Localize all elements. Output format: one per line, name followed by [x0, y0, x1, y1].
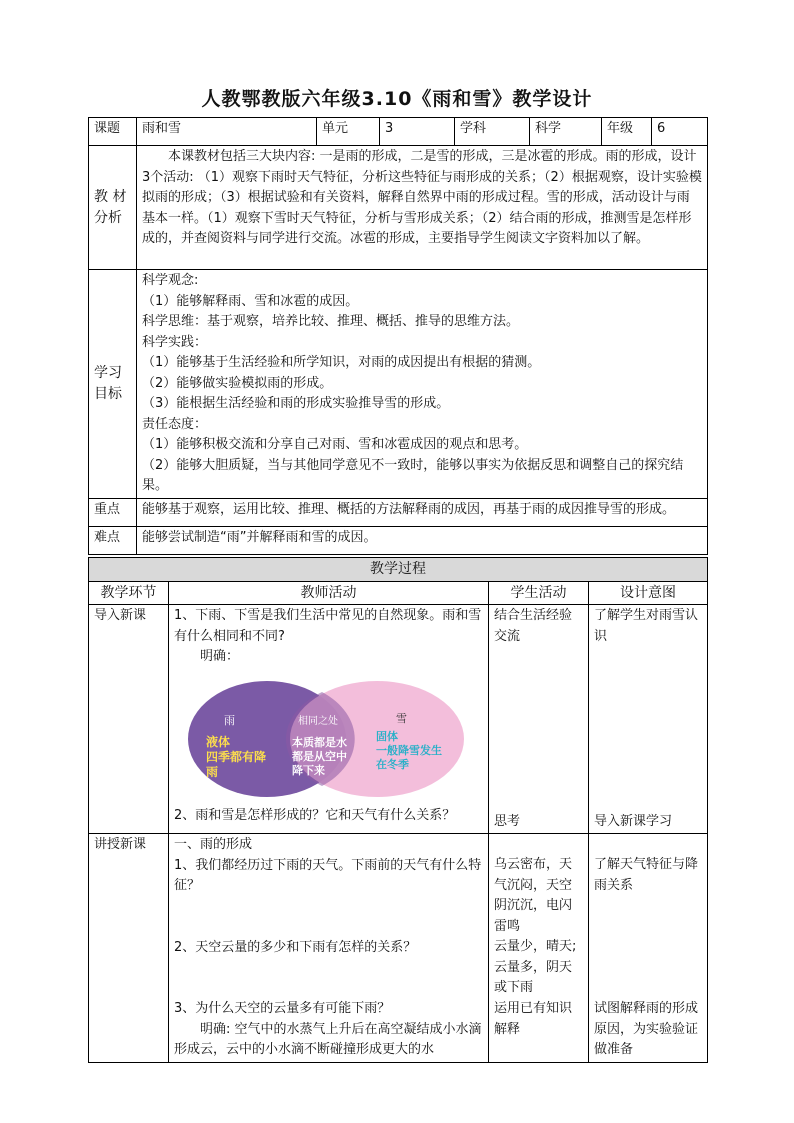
goal-line: （3）能根据生活经验和雨的形成实验推导雪的形成。: [142, 396, 450, 411]
student-activity-intro: 结合生活经验交流 思考: [489, 605, 589, 834]
course-value: 雨和雪: [137, 118, 317, 146]
goal-line: 科学思维：基于观察，培养比较、推理、概括、推导的思维方法。: [142, 314, 520, 329]
analysis-text: 本课教材包括三大块内容: 一是雨的形成，二是雪的形成，三是冰雹的形成。雨的形成，设计3个活动: （1）观察下雨时天气特征，分析这些特征与雨形成的关系；（2）根据观察，设计实验模拟雨的形成；（3）根据试验和有关资料，解释自然界中雨的形成过程。雪的形成，活动设计与雨基本一样。（1）观察下雪时天气特征，分析与雪形成关系；（2）结合雨的形成，推测雪是怎样形成的，并查阅资料与同学进行交流。冰雹的形成，主要指导学生阅读文字资料加以了解。: [137, 146, 708, 270]
venn-left-line2: 四季都有降: [206, 749, 267, 764]
lesson-info-table: [88, 117, 708, 555]
key-point-label: 重点: [89, 498, 137, 526]
venn-mid-line3: 降下来: [292, 763, 325, 777]
grade-value: 6: [652, 118, 708, 146]
venn-mid-title: 相同之处: [298, 715, 338, 727]
process-title: 教学过程: [89, 558, 708, 582]
teacher-activity-teach: 一、雨的形成 1、我们都经历过下雨的天气。下雨前的天气有什么特征？ 2、天空云量的多少和下雨有怎样的关系？ 3、为什么天空的云量多有可能下雨？ 明确: 空气中的水蒸气上升后在高空凝结成小水滴形成云，云中的小水滴不断碰撞形成更大的水: [169, 834, 489, 1063]
goal-line: （2）能够做实验模拟雨的形成。: [142, 375, 333, 391]
course-label: 课题: [89, 118, 137, 146]
col-header-stage: 教学环节: [89, 581, 169, 605]
venn-mid-line1: 本质都是水: [292, 735, 347, 749]
subject-label: 学科: [455, 118, 530, 146]
venn-right-line1: 固体: [376, 729, 398, 743]
goals-text: [137, 270, 708, 499]
rain-snow-venn-diagram: [186, 678, 476, 800]
goal-line: 科学实践：: [142, 334, 208, 350]
document-title: 人教鄂教版六年级3.10《雨和雪》教学设计: [201, 88, 593, 110]
student-activity-teach: 乌云密布，天气沉闷，天空阴沉沉，电闪雷鸣 云量少，晴天;云量多，阴天或下雨 运用已有知识解释: [489, 834, 589, 1063]
key-point-text: 能够基于观察，运用比较、推理、概括的方法解释雨的成因，再基于雨的成因推导雪的形成。: [137, 498, 708, 526]
goal-line: （2）能够大胆质疑，当与其他同学意见不一致时，能够以事实为依据反思和调整自己的探究结果。: [142, 457, 684, 493]
col-header-teacher: 教师活动: [169, 581, 489, 605]
venn-mid-line2: 都是从空中: [292, 749, 347, 763]
goal-line: （1）能够积极交流和分享自己对雨、雪和冰雹成因的观点和思考。: [142, 437, 528, 452]
intent-intro: 了解学生对雨雪认识 导入新课学习: [589, 605, 708, 834]
col-header-intent: 设计意图: [589, 581, 708, 605]
grade-label: 年级: [602, 118, 652, 146]
intent-teach: 了解天气特征与降雨关系 试图解释雨的形成原因，为实验验证做准备: [589, 834, 708, 1063]
subject-value: 科学: [530, 118, 602, 146]
difficulty-text: 能够尝试制造“雨”并解释雨和雪的成因。: [137, 526, 708, 554]
stage-teach: 讲授新课: [89, 834, 169, 1063]
venn-left-title: 雨: [224, 713, 235, 727]
venn-right-line3: 在冬季: [376, 757, 409, 771]
col-header-student: 学生活动: [489, 581, 589, 605]
venn-right-line2: 一般降雪发生: [376, 743, 442, 757]
goal-line: （1）能够解释雨、雪和冰雹的成因。: [142, 293, 359, 309]
venn-left-line3: 雨: [206, 764, 219, 779]
unit-label: 单元: [317, 118, 380, 146]
goal-line: （1）能够基于生活经验和所学知识，对雨的成因提出有根据的猜测。: [142, 355, 541, 370]
analysis-label: 教 材 分析: [89, 146, 137, 270]
difficulty-label: 难点: [89, 526, 137, 554]
goal-line: 责任态度：: [142, 416, 208, 432]
venn-right-title: 雪: [396, 711, 407, 725]
unit-value: 3: [380, 118, 455, 146]
teacher-activity-intro: 1、下雨、下雪是我们生活中常见的自然现象。雨和雪有什么相同和不同? 明确： 雨 液体 四季都有降 雨 相同之处 本质都是水 都是从空中 降下来 雪 固体 一般降雪发生 在冬季 2、雨和雪是怎样形成的？它和天气有什么关系？: [169, 605, 489, 834]
stage-intro: 导入新课: [89, 605, 169, 834]
goal-line: 科学观念:: [142, 273, 199, 288]
teaching-process-table: [88, 557, 708, 1063]
goals-label: 学习 目标: [89, 270, 137, 499]
venn-left-line1: 液体: [206, 734, 231, 749]
